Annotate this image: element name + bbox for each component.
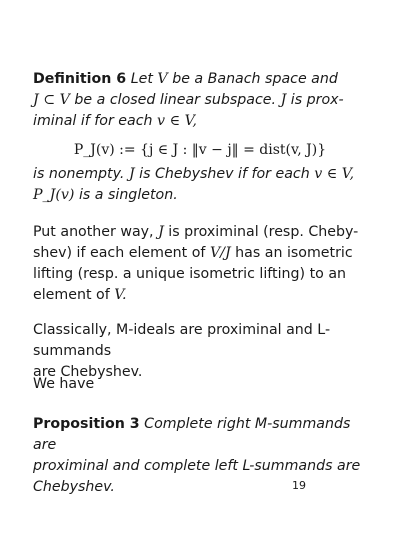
paragraph-line: are Chebyshev. [33, 364, 143, 380]
math-V: V. [114, 287, 127, 303]
math-subset: ⊂ [43, 92, 56, 108]
proposition-line-1 [33, 414, 378, 456]
math-J: J [33, 92, 39, 108]
definition-text: is Chebyshev if for each [139, 166, 310, 182]
definition-line-5 [33, 185, 378, 206]
definition-text: be a closed linear subspace. [74, 92, 277, 108]
math-v-in-V: v ∈ V, [157, 113, 197, 129]
math-v-in-V: v ∈ V, [314, 166, 355, 182]
paragraph-line: Classically, M-ideals are proximinal and L-summands [33, 322, 331, 359]
definition-text: Let [130, 71, 153, 87]
definition-block-continued [33, 164, 378, 206]
proposition-text: Complete right M-summands are [33, 416, 351, 453]
proposition-line-3: Chebyshev. [33, 479, 115, 495]
paragraph-text: shev) if each element of [33, 245, 206, 261]
proposition-label: Proposition 3 [33, 416, 140, 432]
paragraph-text: has an isometric [235, 245, 353, 261]
proposition-line-2: proximinal and complete left L-summands are [33, 458, 361, 474]
math-V: V [59, 92, 70, 108]
paragraph-line [33, 264, 378, 285]
definition-line-1 [33, 69, 378, 90]
paragraph-proximinal [33, 222, 378, 306]
paragraph-line [33, 243, 378, 264]
math-P-J-v: P_J(v) [33, 187, 75, 203]
paragraph-text: is proximinal (resp. Cheby- [168, 224, 359, 240]
definition-text: be a Banach space and [172, 71, 338, 87]
page-number: 19 [292, 479, 306, 492]
math-J: J [158, 224, 164, 240]
definition-text: is a singleton. [78, 187, 178, 203]
definition-text: is prox- [290, 92, 344, 108]
paragraph-text: lifting (resp. a unique isometric lifting) to an [33, 266, 347, 282]
paragraph-line [33, 285, 378, 306]
definition-text: iminal if for each [33, 113, 153, 129]
definition-block [33, 69, 378, 132]
display-formula: P_J(v) := {j ∈ J : ‖v − j‖ = dist(v, J)} [73, 142, 327, 158]
definition-line-3 [33, 111, 378, 132]
math-quotient: V/J [209, 245, 231, 261]
math-J: J [128, 166, 135, 182]
proposition-block [33, 414, 378, 498]
paragraph-text: element of [33, 287, 110, 303]
math-J: J [280, 92, 287, 108]
definition-line-2 [33, 90, 378, 111]
definition-text: is nonempty. [33, 166, 125, 182]
math-V: V [157, 71, 168, 87]
definition-line-4 [33, 164, 378, 185]
definition-label: Definition 6 [33, 71, 127, 87]
paragraph-text: Put another way, [33, 224, 154, 240]
paragraph-we-have [33, 374, 378, 395]
paragraph-line [33, 222, 378, 243]
paragraph-line: We have [33, 376, 95, 392]
